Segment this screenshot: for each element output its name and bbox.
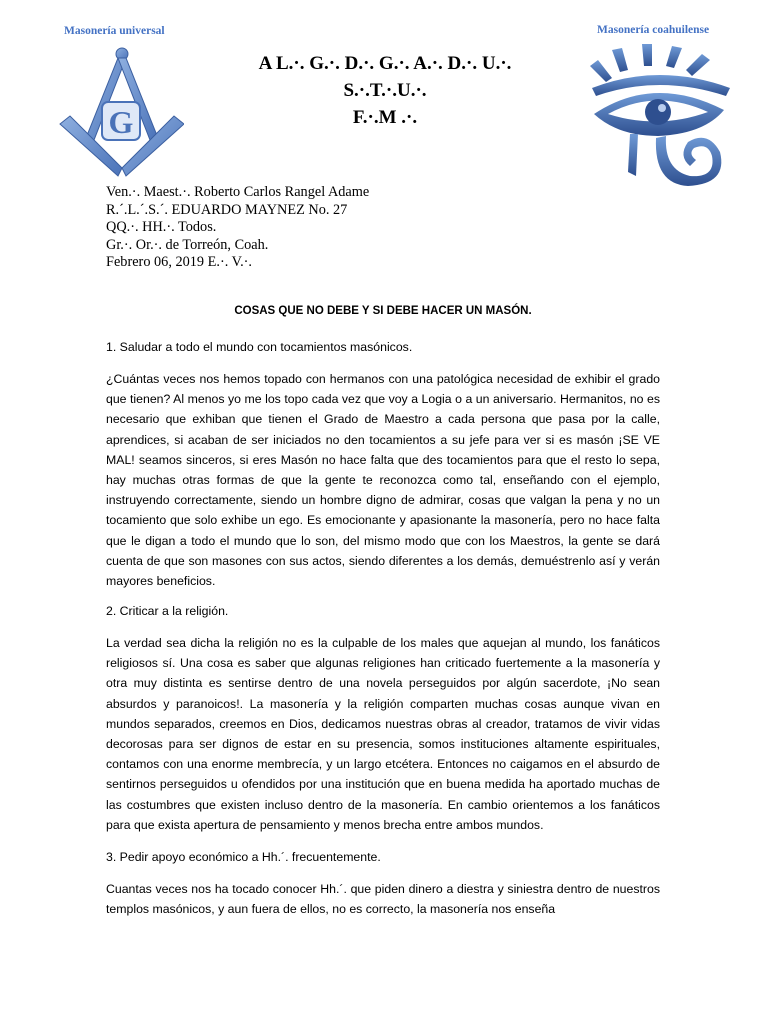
document-heading: COSAS QUE NO DEBE Y SI DEBE HACER UN MASÓN. (234, 305, 532, 317)
list-item-3: 3. Pedir apoyo económico a Hh.´. frecuentemente. (106, 850, 381, 864)
left-logo-caption: Masonería universal (64, 25, 165, 37)
address-line: Febrero 06, 2019 E.·. V.·. (106, 254, 252, 271)
eye-of-horus-icon (584, 44, 734, 190)
left-logo-letter: G (108, 104, 134, 140)
addressee-block (106, 184, 369, 272)
paragraph-3: Cuantas veces nos ha tocado conocer Hh.´. que piden dinero a diestra y siniestra dentro de nuestros templos masónicos, y aun fuera de ellos, no es correcto, la masonería nos enseña (106, 882, 660, 917)
address-line: Gr.·. Or.·. de Torreón, Coah. (106, 236, 269, 253)
square-and-compass-icon (54, 44, 184, 180)
address-line: R.´.L.´.S.´. EDUARDO MAYNEZ No. 27 (106, 201, 348, 218)
paragraph-1: ¿Cuántas veces nos hemos topado con hermanos con una patológica necesidad de exhibir el grado que tienen? Al menos yo me los topo cada vez que voy a Logia o a un aniversario. Hermanitos, no es necesario que exhiban que tienen el Grado de Maestro a cada persona que pasa por la calle, aprendices, si acaban de ser iniciados no den tocamientos a su jefe para ver si es masón ¡SE VE MAL! seamos sinceros, si eres Masón no hace falta que des tocamientos para que el resto lo sepa, hay muchas otras formas de que la gente te reconozca como tal, enseñando con el ejemplo, instruyendo correctamente, siendo un hombre digno de admirar, cosas que valgan la pena y no un tocamiento que solo exhibe un ego. Es emocionante y apasionante la masonería, pero no hace falta que le digan a todo el mundo que lo son, del mismo modo que con los Maestros, la gente se dará cuenta de que son masones con sus actos, siendo diferentes a los demás, demuéstrenlo así y verán mayores beneficios. (106, 372, 660, 589)
document-title (200, 50, 570, 131)
title-line: A L.·. G.·. D.·. G.·. A.·. D.·. U.·. (258, 53, 512, 74)
list-item-1: 1. Saludar a todo el mundo con tocamientos masónicos. (106, 340, 413, 354)
title-line: F.·.M .·. (352, 107, 418, 128)
paragraph-2: La verdad sea dicha la religión no es la culpable de los males que aquejan al mundo, los fanáticos religiosos sí. Una cosa es saber que algunas religiones han criticado fuertemente a la masonería y otra muy distinta es sentirse dentro de una novela perseguidos por algún sacerdote, ¡No sean absurdos y paranoicos!. La masonería y la religión comparten muchas cosas aunque vivan en mundos separados, creemos en Dios, dedicamos nuestras obras al creador, tratamos de vivir vidas decorosas para ser dignos de estar en su presencia, somos instituciones altamente espirituales, contamos con una enorme membrecía, y un largo etcétera. Entonces no caigamos en el absurdo de sentirnos perseguidos u ofendidos por una institución que en buena medida ha aportado muchas de las costumbres que existen incluso dentro de la masonería. En cambio orientemos a los fanáticos para que exista apertura de pensamiento y menos brecha entre ambos mundos. (106, 636, 660, 832)
right-logo-caption: Masonería coahuilense (597, 24, 710, 36)
address-line: Ven.·. Maest.·. Roberto Carlos Rangel Adame (106, 184, 370, 200)
title-line: S.·.T.·.U.·. (343, 80, 427, 101)
list-item-2: 2. Criticar a la religión. (106, 604, 229, 618)
address-line: QQ.·. HH.·. Todos. (106, 219, 217, 236)
